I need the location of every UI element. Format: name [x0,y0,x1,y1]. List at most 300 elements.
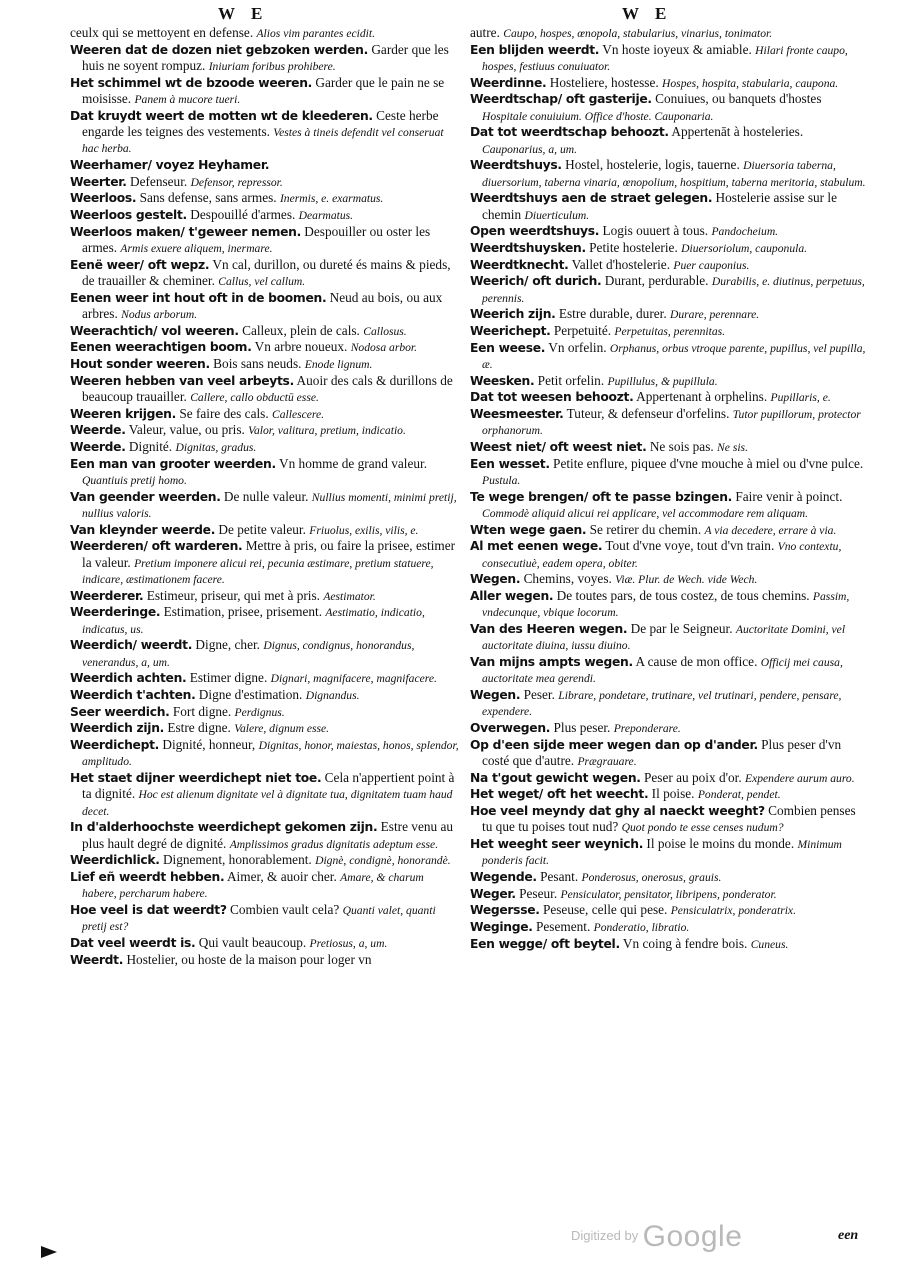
entry-headword: Weerter. [70,174,127,189]
entry-headword: Van des Heeren wegen. [470,622,628,637]
entry-french: Plus peser d'vn costé que d'autre. [482,736,842,768]
entry-french: Valeur, value, ou pris. [128,422,245,438]
dictionary-entry [70,224,460,257]
dictionary-entry [470,770,868,786]
dictionary-entry [470,223,868,239]
entry-headword: Weesmeester. [470,407,564,422]
dictionary-entry [70,687,460,703]
entry-latin: Pretium imponere alicui rei, pecunia æstimare, pretium statuere, indicare, æstimationem facere. [82,556,434,586]
entry-headword: Wegende. [470,870,537,885]
entry-latin: Expendere aurum auro. [745,771,855,785]
entry-french: Vn coing à fendre bois. [622,935,748,951]
entry-french: Peseur. [519,885,558,901]
entry-latin: Nodosa arbor. [350,341,418,355]
entry-latin: Puer cauponius. [673,258,750,272]
entry-french: De toutes pars, de tous costez, de tous chemins. [556,588,810,604]
entry-latin: Vno contextu, consecutiuè, eadem opera, obiter. [482,540,842,570]
entry-headword: Weerichept. [470,324,551,339]
entry-french: Peser. [523,687,555,703]
entry-headword: Weerich/ oft durich. [470,274,602,289]
entry-headword: Weerdtknecht. [470,257,569,272]
entry-headword: Op d'een sijde meer wegen dan op d'ander. [470,737,758,752]
entry-headword: Weeren hebben van veel arbeyts. [70,373,294,388]
entry-french: Dignité. [128,439,173,455]
entry-headword: Weginge. [470,920,533,935]
entry-headword: Het weget/ oft het weecht. [470,787,649,802]
dictionary-entry [470,389,868,405]
dictionary-entry [470,836,868,869]
dictionary-entry [470,571,868,587]
google-logo: Google [642,1220,743,1253]
entry-latin: Caupo, hospes, œnopola, stabularius, vinarius, tonimator. [503,27,773,40]
entry-latin: Diuersoria taberna, diuersorium, taberna vinaria, œnopolium, hospitium, taberna meritoria, stabulum. [482,159,866,189]
dictionary-entry [470,902,868,918]
entry-french: Tuteur, & defenseur d'orfelins. [566,406,730,422]
entry-french: Estimer digne. [189,670,268,686]
entry-french: Vn orfelin. [548,339,607,355]
entry-french: De petite valeur. [218,521,306,537]
entry-latin: Diuerticulum. [524,208,590,222]
dictionary-entry [470,240,868,256]
entry-headword: Weeren krijgen. [70,406,176,421]
entry-headword: Weerderen/ oft warderen. [70,539,243,554]
entry-latin: Auctoritate Domini, vel auctoritate diuina, iussu diuino. [482,623,846,653]
dictionary-entry [470,190,868,223]
entry-french: autre. [470,25,500,40]
entry-headword: Open weerdtshuys. [470,224,600,239]
entry-french: Petite enflure, piquee d'vne mouche à miel ou d'vne pulce. [553,455,864,471]
entry-headword: Weerdichlick. [70,853,160,868]
running-head-left: W E [218,4,269,23]
entry-latin: Cuneus. [750,937,789,951]
entry-french: Se retirer du chemin. [589,521,702,537]
entry-headword: Hout sonder weeren. [70,357,210,372]
entry-headword: Weerdich t'achten. [70,688,196,703]
entry-french: Perpetuité. [553,323,612,339]
dictionary-entry [470,42,868,75]
digitized-watermark [571,1220,742,1254]
dictionary-entry [70,406,460,422]
entry-french: Dignité, honneur, [162,737,256,753]
entry-french: Combien penses tu que tu poises tout nud? [482,803,856,835]
entry-latin: Hilari fronte caupo, hospes, festiuus conuiuator. [482,43,848,73]
entry-headword: Eenen weerachtigen boom. [70,340,252,355]
entry-latin: Preponderare. [613,722,681,736]
entry-french: Vallet d'hostelerie. [571,256,671,272]
entry-headword: Weerdichept. [70,738,160,753]
entry-french: Despouiller ou oster les armes. [82,223,431,255]
entry-headword: Overwegen. [470,721,551,736]
entry-french: Calleux, plein de cals. [242,322,360,338]
dictionary-entry [470,522,868,538]
dictionary-entry [470,687,868,720]
entry-headword: Weerde. [70,440,126,455]
entry-french: Cela n'appertient point à ta dignité. [82,770,455,802]
entry-latin: Callere, callo obductū esse. [190,391,319,404]
running-head-right: W E [622,4,673,23]
dictionary-entry [70,604,460,637]
dictionary-entry [470,25,868,41]
entry-headword: Wegen. [470,572,521,587]
entry-latin: Valor, valitura, pretium, indicatio. [248,424,406,438]
entry-french: Vn homme de grand valeur. [278,455,428,471]
entry-headword: Weerloos maken/ t'geweer nemen. [70,224,301,239]
entry-headword: Weerdtshuys aen de straet gelegen. [470,191,713,206]
entry-latin: Aestimatio, indicatio, indicatus, us. [82,606,425,636]
entry-headword: Weesken. [470,373,535,388]
entry-latin: Alios vim parantes ecidit. [256,27,375,40]
entry-headword: Weerdich achten. [70,671,187,686]
dictionary-entry [470,803,868,836]
dictionary-entry [470,621,868,654]
dictionary-entry [70,356,460,372]
entry-headword: Eenë weer/ oft wepz. [70,257,210,272]
entry-latin: Hoc est alienum dignitate vel à dignitate tua, dignitatem tuam haud decet. [82,788,453,818]
dictionary-entry [70,588,460,604]
entry-latin: Pustula. [482,474,521,488]
dictionary-entry [70,174,460,190]
right-column [470,25,868,952]
entry-latin: Minimum ponderis facit. [482,838,842,868]
entry-headword: Wegersse. [470,903,540,918]
dictionary-entry [70,869,460,902]
entry-headword: Lief eñ weerdt hebben. [70,870,225,885]
dictionary-entry [70,670,460,686]
entry-latin: Cauponarius, a, um. [482,142,578,156]
entry-latin: Pensiculatrix, ponderatrix. [670,904,796,918]
entry-headword: Van kleynder weerde. [70,522,216,537]
entry-headword: Van geender weerden. [70,489,221,504]
entry-headword: Het weeght seer weynich. [470,837,644,852]
entry-french: Hostelier, ou hoste de la maison pour loger vn [126,951,372,967]
dictionary-entry [70,720,460,736]
dictionary-entry [70,852,460,868]
entry-latin: Callosus. [363,324,407,338]
entry-french: Vn hoste ioyeux & amiable. [602,41,752,57]
entry-latin: Quot pondo te esse censes nudum? [621,821,784,835]
entry-latin: Ponderatio, libratio. [593,921,690,935]
entry-headword: Weerderinge. [70,605,161,620]
entry-latin: Pensiculator, pensitator, libripens, ponderator. [560,887,777,901]
dictionary-entry [70,637,460,670]
dictionary-entry [470,737,868,770]
entry-french: Auoir des cals & durillons de beaucoup trauailler. [82,372,453,404]
entry-latin: A via decedere, errare à via. [704,523,837,537]
entry-french: Ceste herbe engarde les teignes des vestements. [82,107,439,139]
entry-french: Bois sans neuds. [213,356,302,372]
dictionary-entry [70,439,460,455]
entry-latin: Pandocheium. [711,225,779,239]
entry-headword: Dat tot weesen behoozt. [470,390,634,405]
dictionary-entry [70,75,460,108]
dictionary-entry [70,819,460,852]
dictionary-entry [470,786,868,802]
entry-latin: Hospes, hospita, stabularia, caupona. [662,76,839,90]
entry-latin: Inermis, e. exarmatus. [279,192,384,206]
dictionary-entry [70,538,460,587]
left-column [70,25,460,968]
entry-latin: Tutor pupillorum, protector orphanorum. [482,408,861,438]
entry-french: Faire venir à poinct. [735,488,843,504]
dictionary-entry [470,306,868,322]
entry-french: Il poise. [651,786,695,802]
entry-latin: Vestes à tineis defendit vel conseruat hac herba. [82,125,444,156]
entry-french: Appertenant à orphelins. [636,389,768,405]
dictionary-entry [470,323,868,339]
entry-french: De nulle valeur. [223,488,309,504]
entry-latin: Librare, pondetare, trutinare, vel trutinari, pendere, pensare, expendere. [482,689,842,719]
entry-headword: In d'alderhoochste weerdichept gekomen zijn. [70,820,378,835]
entry-headword: Weerdich zijn. [70,721,165,736]
entry-headword: Weeren dat de dozen niet gebzoken werden. [70,42,368,57]
entry-headword: Weerderer. [70,588,144,603]
dictionary-entry [470,340,868,373]
dictionary-entry [70,489,460,522]
dictionary-entry [470,257,868,273]
entry-french: Dignement, honorablement. [162,852,312,868]
dictionary-entry [470,869,868,885]
entry-latin: Valere, dignum esse. [234,722,330,736]
entry-french: Combien vault cela? [229,902,340,918]
entry-headword: Dat veel weerdt is. [70,936,196,950]
entry-latin: Viæ. Plur. de Wech. vide Wech. [615,573,758,587]
entry-latin: Dignitas, gradus. [175,441,257,455]
entry-headword: Te wege brengen/ oft te passe bzingen. [470,489,733,504]
entry-latin: Callus, vel callum. [218,274,306,288]
entry-headword: Van mijns ampts wegen. [470,655,633,670]
entry-french: Estimation, prisee, prisement. [163,604,323,620]
entry-headword: Seer weerdich. [70,704,170,719]
dictionary-entry [470,489,868,522]
entry-french: Despouillé d'armes. [190,207,296,222]
entry-latin: Perdignus. [234,705,285,719]
entry-latin: Officij mei causa, auctoritate mea gerendi. [482,656,843,686]
entry-french: Logis ouuert à tous. [602,223,709,239]
entry-latin: Diuersoriolum, cauponula. [681,241,808,255]
entry-french: Petite hostelerie. [589,239,678,255]
entry-headword: Al met eenen wege. [470,539,603,554]
entry-latin: Amare, & charum habere, percharum habere. [82,871,424,901]
entry-headword: Het staet dijner weerdichept niet toe. [70,771,322,786]
entry-latin: Armis exuere aliquem, inermare. [120,241,273,255]
entry-french: A cause de mon office. [635,654,758,670]
entry-french: Tout d'vne voye, tout d'vn train. [605,538,775,554]
entry-latin: Dignitas, honor, maiestas, honos, splendor, amplitudo. [82,739,459,769]
entry-french: Peseuse, celle qui pese. [542,902,668,918]
dictionary-entry [470,720,868,736]
entry-french: Se faire des cals. [179,405,269,421]
dictionary-entry [70,737,460,770]
dictionary-entry [470,588,868,621]
entry-french: Petit orfelin. [537,372,605,388]
entry-french: Estre digne. [167,720,231,736]
entry-headword: Eenen weer int hout oft in de boomen. [70,290,327,305]
entry-headword: Weerloos gestelt. [70,208,187,222]
dictionary-entry [70,704,460,720]
entry-headword: Een man van grooter weerden. [70,456,276,471]
dictionary-entry [70,108,460,157]
entry-headword: Weerachtich/ vol weeren. [70,323,239,338]
dictionary-entry [70,207,460,223]
entry-latin: Panem à mucore tueri. [134,92,241,106]
entry-french: Ne sois pas. [649,439,714,455]
entry-latin: Enode lignum. [304,358,373,372]
entry-latin: Nodus arborum. [121,307,198,321]
dictionary-entry [70,522,460,538]
dictionary-entry [470,538,868,571]
entry-latin: Orphanus, orbus vtroque parente, pupillus, vel pupilla, æ. [482,341,866,372]
entry-latin: Amplissimos gradus dignitatis adeptum esse. [229,837,439,851]
entry-french: Sans defense, sans armes. [139,190,277,206]
entry-latin: Dignè, condignè, honorandè. [315,854,451,868]
entry-latin: Quantiuis pretij homo. [82,474,187,488]
entry-french: Vn arbre noueux. [254,339,348,355]
dictionary-entry [70,952,460,968]
entry-headword: Weerloos. [70,191,137,206]
dictionary-entry [70,373,460,406]
page-corner-mark [41,1246,57,1258]
entry-latin: Pupillulus, & pupillula. [607,374,718,388]
entry-headword: Dat kruydt weert de motten wt de kleederen. [70,108,373,123]
entry-latin: Ne sis. [717,441,748,455]
entry-french: Appertenāt à hosteleries. [671,124,804,140]
entry-french: Conuiues, ou banquets d'hostes [655,91,822,107]
entry-headword: Wegen. [470,688,521,703]
entry-headword: Weger. [470,886,516,901]
entry-latin: Dignandus. [305,689,360,703]
entry-latin: Ponderosus, onerosus, grauis. [581,871,722,885]
entry-headword: Weest niet/ oft weest niet. [470,440,647,455]
dictionary-entry [470,124,868,157]
entry-french: Garder que le pain ne se moisisse. [82,74,445,106]
dictionary-entry [470,654,868,687]
dictionary-entry [470,456,868,489]
dictionary-entry [70,257,460,290]
entry-headword: Weerich zijn. [470,307,556,322]
entry-latin: Passim, vndecunque, vbique locorum. [482,590,850,620]
entry-headword: Wten wege gaen. [470,522,587,537]
entry-headword: Weerdt. [70,952,124,967]
entry-french: Vn cal, durillon, ou dureté és mains & pieds, de trauailler & cheminer. [82,256,451,288]
entry-french: ceulx qui se mettoyent en defense. [70,25,254,40]
entry-latin: Defensor, repressor. [190,175,283,189]
dictionary-entry [70,42,460,75]
entry-french: Plus peser. [553,720,611,736]
dictionary-entry [70,25,460,41]
entry-french: Aimer, & auoir cher. [226,869,337,885]
dictionary-entry [70,290,460,323]
entry-headword: Weerde. [70,423,126,438]
entry-headword: Een blijden weerdt. [470,42,600,57]
entry-french: Garder que les huis ne soyent rompuz. [82,41,449,73]
dictionary-entry [470,919,868,935]
dictionary-entry [70,157,460,173]
watermark-prefix: Digitized by [571,1228,639,1243]
entry-latin: Perpetuitas, perennitas. [614,325,726,339]
dictionary-entry [70,770,460,819]
entry-french: Pesement. [535,919,591,935]
entry-latin: Durabilis, e. diutinus, perpetuus, perennis. [482,275,865,305]
entry-headword: Hoe veel meyndy dat ghy al naeckt weeght? [470,804,765,819]
dictionary-entry [70,190,460,206]
dictionary-entry [70,323,460,339]
entry-latin: Quanti valet, quanti pretij est? [82,904,436,934]
entry-latin: Dearmatus. [298,209,354,222]
dictionary-entry [70,902,460,935]
entry-latin: Pupillaris, e. [770,391,831,405]
entry-latin: Prægrauare. [577,755,637,768]
entry-french: Fort digne. [172,703,232,719]
dictionary-entry [470,273,868,306]
entry-headword: Weerdtshuysken. [470,240,586,255]
entry-headword: Na t'gout gewicht wegen. [470,770,641,785]
entry-french: Hostel, hostelerie, logis, tauerne. [565,157,740,173]
dictionary-entry [70,339,460,355]
entry-headword: Weerdinne. [470,75,547,90]
dictionary-entry [470,91,868,124]
entry-french: Estre durable, durer. [558,306,667,322]
entry-latin: Callescere. [272,407,325,421]
dictionary-entry [470,373,868,389]
entry-headword: Een wegge/ oft beytel. [470,936,620,951]
entry-latin: Dignus, condignus, honorandus, venerandus, a, um. [82,639,415,669]
entry-headword: Weerdtshuys. [470,158,562,173]
entry-french: Peser au poix d'or. [644,769,742,785]
entry-french: Neud au bois, ou aux arbres. [82,289,443,321]
entry-french: Estimeur, priseur, qui met à pris. [146,587,320,603]
entry-latin: Pretiosus, a, um. [309,937,388,950]
dictionary-entry [70,935,460,951]
entry-french: Digne, cher. [195,637,261,653]
entry-french: Chemins, voyes. [523,571,612,587]
entry-french: Pesant. [540,869,579,885]
entry-latin: Friuolus, exilis, vilis, e. [309,523,419,537]
entry-french: Digne d'estimation. [198,687,303,703]
entry-latin: Aestimator. [323,589,376,603]
entry-latin: Nullius momenti, minimi pretij, nullius valoris. [82,490,457,521]
dictionary-entry [470,886,868,902]
entry-headword: Weerhamer/ voyez Heyhamer. [70,157,270,172]
entry-latin: Commodè aliquid alicui rei applicare, vel accommodare rem aliquam. [482,507,809,521]
catchword: een [838,1228,859,1243]
entry-french: Qui vault beaucoup. [198,935,307,950]
dictionary-entry [70,422,460,438]
entry-headword: Weerdich/ weerdt. [70,638,193,653]
dictionary-entry [470,936,868,952]
entry-french: Durant, perdurable. [604,273,709,289]
dictionary-entry [470,439,868,455]
entry-latin: Durare, perennare. [670,308,760,322]
dictionary-entry [470,75,868,91]
entry-latin: Ponderat, pendet. [697,788,781,802]
entry-headword: Weerdtschap/ oft gasterije. [470,92,652,107]
entry-french: De par le Seigneur. [630,621,733,637]
entry-headword: Hoe veel is dat weerdt? [70,903,227,918]
entry-french: Il poise le moins du monde. [646,836,795,852]
dictionary-entry [470,157,868,190]
entry-latin: Iniuriam foribus prohibere. [208,59,336,73]
entry-headword: Een weese. [470,340,546,355]
entry-latin: Dignari, magnifacere, magnifacere. [270,672,437,686]
dictionary-entry [470,406,868,439]
entry-headword: Een wesset. [470,456,550,471]
entry-french: Defenseur. [130,173,188,189]
entry-latin: Hospitale conuiuium. Office d'hoste. Cauponaria. [482,109,714,123]
entry-headword: Dat tot weerdtschap behoozt. [470,125,669,140]
entry-french: Hostelerie assise sur le chemin [482,190,838,222]
dictionary-entry [70,456,460,489]
entry-french: Mettre à pris, ou faire la prisee, estimer la valeur. [82,538,456,570]
